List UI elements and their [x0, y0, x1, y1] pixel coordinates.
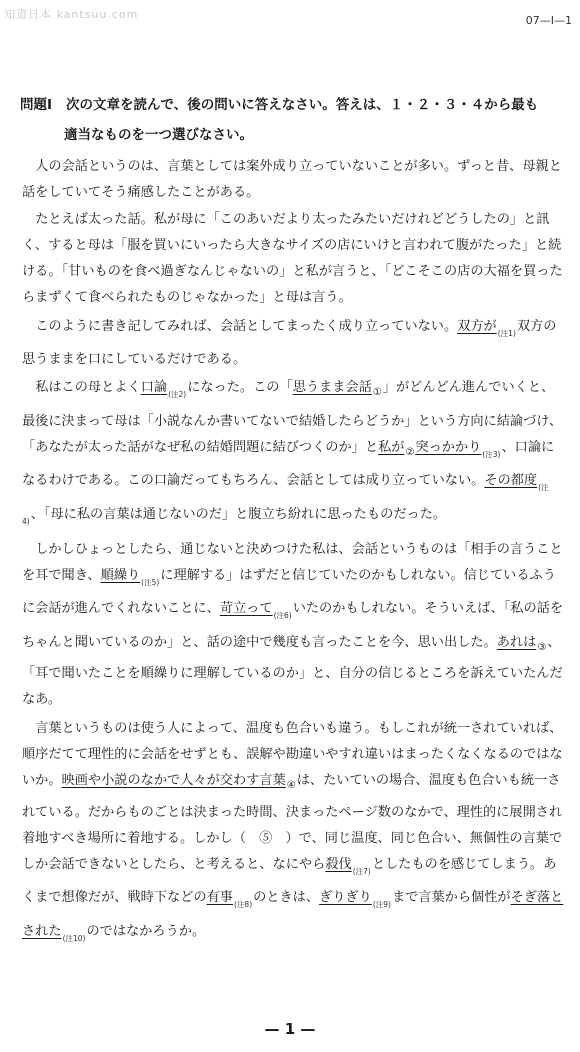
underline-sohou: 双方が	[457, 318, 497, 334]
marker-3: ③	[537, 641, 547, 653]
note-3: (注3)	[482, 449, 501, 459]
note-2: (注2)	[168, 390, 187, 400]
paragraph-1: 人の会話というのは、言葉としては案外成り立っていないことが多い。ずっと昔、母親と話をしていてそう痛感したことがある。	[22, 159, 562, 201]
paragraph-5	[22, 537, 567, 714]
p5-text-d: 、「耳で聞いたことを順繰りに理解しているのか」と、自分の信じるところを訴えていたんだなあ。	[22, 634, 563, 708]
p6-text-c: としたものを感じてしまう。あくまで想像だが、戦時下などの	[22, 857, 557, 906]
underline-eiga: 映画や小説のなかで人々が交わす言葉	[61, 773, 286, 789]
paragraph-2: たとえば太った話。私が母に「このあいだより太ったみたいだけれどどうしたの」と訊く、すると母は「服を買いにいったら大きなサイズの店にいけと言われて腹がたった」と続ける。「甘いものを食べ過ぎなんじゃないの」と私が言うと、「どこそこの店の大福を買ったらまずくて食べられたものじゃなかった」と母は言う。	[22, 211, 563, 306]
marker-2: ②	[405, 446, 415, 458]
p6-text-e: まで言葉から個性が	[391, 890, 511, 906]
instruction-line-2: 適当なものを一つ選びなさい。	[64, 127, 253, 143]
note-9: (注9)	[372, 900, 391, 910]
p5-text-b: に理解する」はずだと信じていたのかもしれない。信じているふうに会話が進んでくれないことに、	[22, 568, 556, 617]
page-code: 07—Ⅰ—1	[525, 14, 572, 27]
note-6: (注6)	[273, 611, 292, 621]
underline-watashiga: 私が	[378, 439, 405, 455]
underline-areha: あれは	[496, 634, 537, 650]
note-7: (注7)	[352, 867, 371, 877]
underline-tsukkakari: 突っかかり	[415, 439, 482, 455]
underline-sogiotosareta: そぎ落とされた	[22, 890, 564, 939]
page-number: — 1 —	[264, 1020, 316, 1038]
p3-text-b: 双方の思うままを口にしているだけである。	[22, 318, 557, 368]
p5-text-c: いたのかもしれない。そういえば、「私の話をちゃんと聞いているのか」と、話の途中で幾度も言ったことを今、思い出した。	[22, 601, 564, 650]
underline-iradatte: 苛立って	[219, 601, 273, 617]
p4-text-b: になった。この「	[187, 380, 293, 396]
note-10: (注10)	[62, 933, 86, 943]
p4-text-e: 、「母に私の言葉は通じないのだ」と腹立ち紛れに思ったものだった。	[30, 506, 447, 522]
note-1: (注1)	[497, 328, 516, 338]
question-label: 問題Ⅰ	[20, 97, 53, 113]
note-8: (注8)	[234, 900, 253, 910]
reading-passage	[22, 154, 567, 952]
p4-text-a: 私はこの母とよく	[35, 380, 141, 396]
watermark: 知道日本 kantsuu.com	[4, 8, 139, 21]
underline-omoumama: 思うまま会話	[292, 380, 372, 396]
p5-text-a: しかしひょっとしたら、通じないと決めつけた私は、会話というものは「相手の言うことを耳で聞き、	[22, 541, 563, 584]
underline-sonotsudo: その都度	[484, 473, 538, 489]
paragraph-6	[22, 716, 567, 952]
p4-text-c: 」がどんどん進んでいくと、最後に決まって母は「小説なんか書いてないで結婚したらどうか」という方向に結論づけ、「あなたが太った話がなぜ私の結婚問題に結びつくのか」と	[22, 380, 563, 455]
p3-text-a: このように書き記してみれば、会話としてまったく成り立っていない。	[35, 318, 458, 334]
underline-junguri: 順繰り	[100, 568, 141, 584]
p4-text-d: 、口論になるわけである。この口論だってもちろん、会話としては成り立っていない。	[22, 439, 555, 489]
p6-text-d: のときは、	[253, 890, 320, 906]
underline-satsubatsu: 殺伐	[325, 857, 352, 873]
instruction-text-1: 次の文章を読んで、後の問いに答えなさい。答えは、１・２・３・４から最も	[66, 97, 539, 113]
note-4: (注4)	[22, 483, 549, 526]
underline-girigiri: ぎりぎり	[319, 890, 372, 906]
marker-1: ①	[372, 387, 382, 399]
marker-4: ④	[286, 780, 296, 792]
p6-text-f: のではなかろうか。	[86, 923, 206, 939]
note-5: (注5)	[141, 578, 160, 588]
paragraph-3	[22, 314, 567, 374]
underline-kouron: 口論	[140, 380, 168, 396]
underline-yuuji: 有事	[206, 890, 233, 906]
question-instruction	[20, 90, 565, 150]
p6-text-a: 言葉というものは使う人によって、温度も色合いも違う。もしこれが統一されていれば、順序だてて理性的に会話をせずとも、誤解や勘違いやすれ違いはまったくなくなるのではないか。	[22, 720, 563, 789]
paragraph-4	[22, 375, 567, 534]
p6-text-b: は、たいていの場合、温度も色合いも統一されている。だからものごとは決まった時間、決まったページ数のなかで、理性的に展開され着地すべき場所に着地する。しかし（ ⑤ ）で、同じ温度、同じ色合い、無個性の言葉でしか会話できないとしたら、と考えると、なにやら	[22, 773, 563, 873]
instruction-line-1	[20, 90, 565, 120]
